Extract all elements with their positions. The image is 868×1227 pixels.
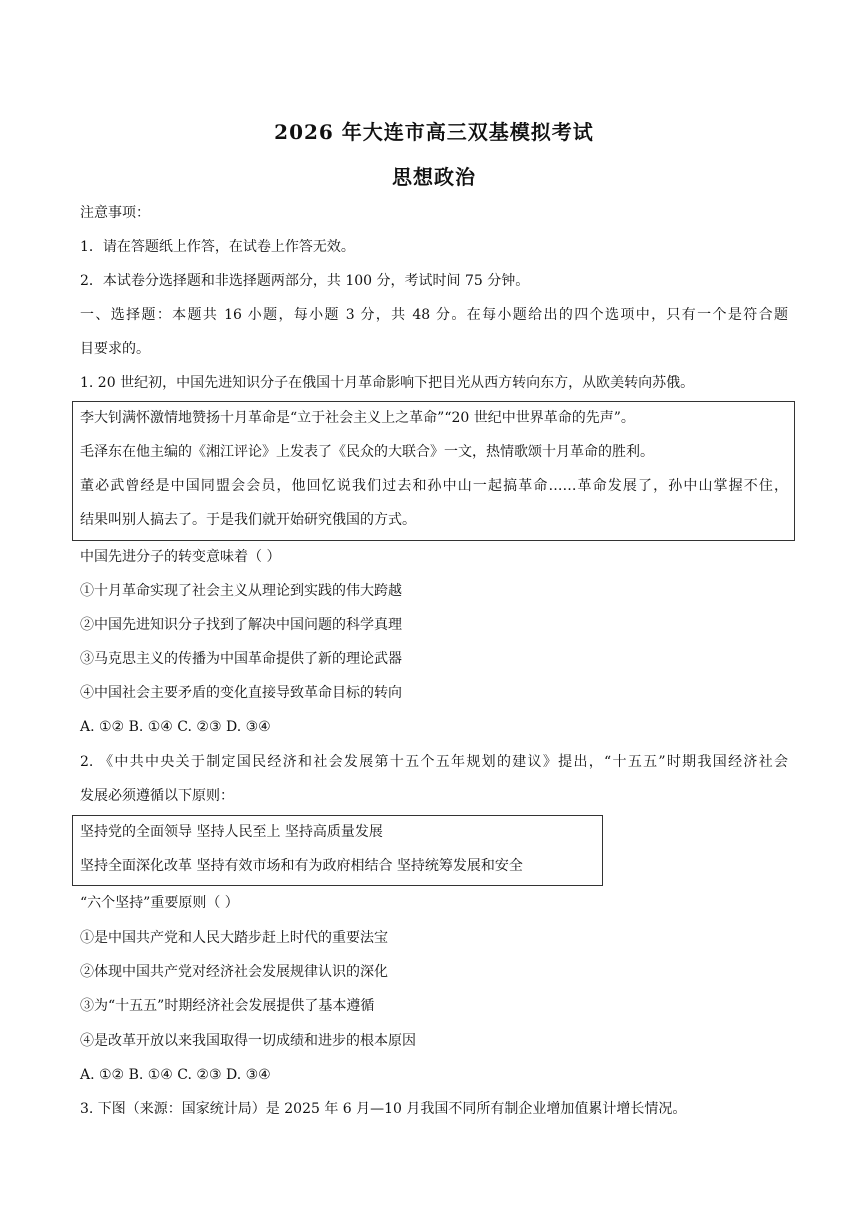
q2-stem-line1: 2. 《中共中央关于制定国民经济和社会发展第十五个五年规划的建议》提出，“十五五”时期我国经济社会: [80, 754, 788, 770]
section-intro: [80, 305, 788, 325]
note-item: 2．本试卷分选择题和非选择题两部分，共 100 分，考试时间 75 分钟。: [80, 273, 530, 289]
note-item: 1．请在答题纸上作答，在试卷上作答无效。: [80, 239, 355, 255]
q1-material-line: 结果叫别人搞去了。于是我们就开始研究俄国的方式。: [80, 512, 416, 528]
q1-option: ③马克思主义的传播为中国革命提供了新的理论武器: [80, 651, 402, 667]
q1-stem: 1. 20 世纪初，中国先进知识分子在俄国十月革命影响下把目光从西方转向东方，从欧美转向苏俄。: [80, 375, 695, 391]
q1-material-line: [80, 476, 788, 496]
q1-option: ②中国先进知识分子找到了解决中国问题的科学真理: [80, 617, 402, 633]
subject-title: 思想政治: [392, 165, 476, 189]
section-intro-line1: 一、选择题：本题共 16 小题，每小题 3 分，共 48 分。在每小题给出的四个选项中，只有一个是符合题: [80, 307, 788, 323]
q1-question: 中国先进分子的转变意味着（ ）: [80, 549, 281, 565]
q2-stem: [80, 752, 788, 772]
notes-heading: 注意事项：: [80, 205, 150, 221]
q2-answers: A. ①② B. ①④ C. ②③ D. ③④: [80, 1067, 271, 1083]
q2-question: “六个坚持”重要原则（ ）: [80, 895, 239, 911]
q2-material-box: [72, 815, 603, 886]
q1-material-box: [72, 401, 795, 541]
q2-option: ②体现中国共产党对经济社会发展规律认识的深化: [80, 964, 388, 980]
q2-material-line: 坚持党的全面领导 坚持人民至上 坚持高质量发展: [80, 824, 383, 840]
q2-stem-line2: 发展必须遵循以下原则：: [80, 788, 234, 804]
section-intro-line2: 目要求的。: [80, 341, 150, 357]
q2-option: ③为“十五五”时期经济社会发展提供了基本遵循: [80, 998, 375, 1014]
q1-material-line-text: 董必武曾经是中国同盟会会员，他回忆说我们过去和孙中山一起搞革命……革命发展了，孙中山掌握不住，: [80, 478, 788, 494]
q2-material-line: 坚持全面深化改革 坚持有效市场和有为政府相结合 坚持统筹发展和安全: [80, 858, 523, 874]
q1-option: ①十月革命实现了社会主义从理论到实践的伟大跨越: [80, 583, 402, 599]
exam-title: 2026 年大连市高三双基模拟考试: [274, 120, 594, 144]
q2-option: ①是中国共产党和人民大踏步赶上时代的重要法宝: [80, 930, 388, 946]
q3-stem: 3. 下图（来源：国家统计局）是 2025 年 6 月—10 月我国不同所有制企业增加值累计增长情况。: [80, 1101, 687, 1117]
q2-option: ④是改革开放以来我国取得一切成绩和进步的根本原因: [80, 1033, 416, 1049]
q1-answers: A. ①② B. ①④ C. ②③ D. ③④: [80, 719, 271, 735]
q1-material-line: 毛泽东在他主编的《湘江评论》上发表了《民众的大联合》一文，热情歌颂十月革命的胜利。: [80, 444, 654, 460]
q1-option: ④中国社会主要矛盾的变化直接导致革命目标的转向: [80, 685, 402, 701]
q1-material-line: 李大钊满怀激情地赞扬十月革命是“立于社会主义上之革命”“20 世纪中世界革命的先声”。: [80, 410, 635, 426]
